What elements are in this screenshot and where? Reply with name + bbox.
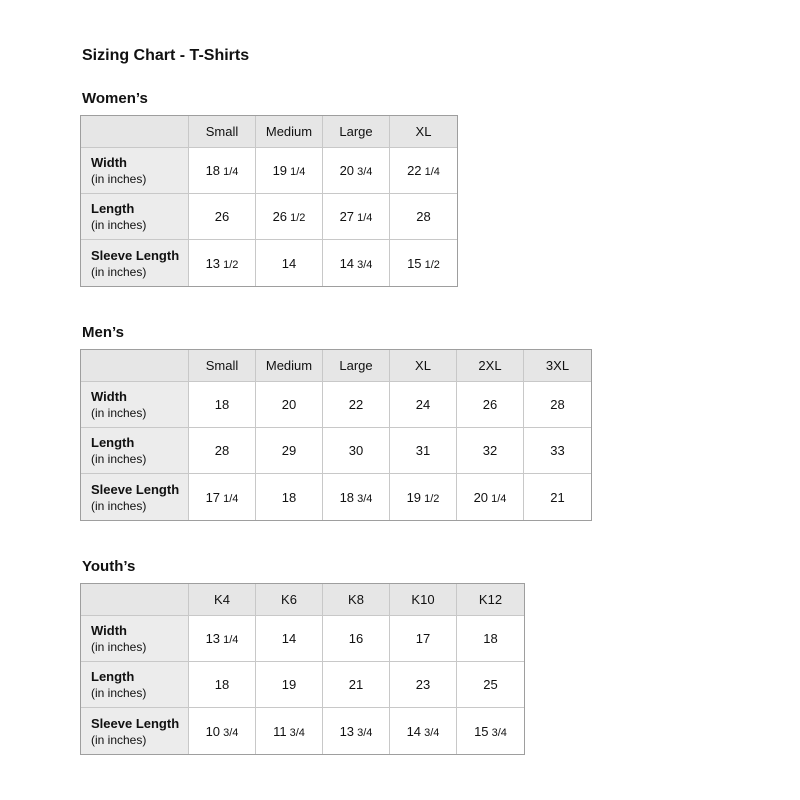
- fraction: 3/4: [354, 726, 373, 739]
- size-value-cell: 21: [323, 662, 390, 708]
- fraction: 1/4: [488, 492, 507, 505]
- row-label: [81, 616, 189, 662]
- size-value-cell: 24: [390, 382, 457, 428]
- row-label: [81, 194, 189, 240]
- row-label-name: Length: [91, 435, 135, 450]
- size-value-cell: 14 3/4: [390, 708, 457, 754]
- size-value-cell: 18: [457, 616, 524, 662]
- column-header: Large: [323, 116, 390, 148]
- size-value-cell: 23: [390, 662, 457, 708]
- size-value-cell: 29: [256, 428, 323, 474]
- header-row: [81, 350, 591, 382]
- size-table: [80, 583, 525, 755]
- column-header: 3XL: [524, 350, 591, 382]
- fraction: 3/4: [354, 258, 373, 271]
- corner-cell: [81, 350, 189, 382]
- size-value-cell: 33: [524, 428, 591, 474]
- row-label-name: Sleeve Length: [91, 715, 180, 731]
- size-section: [80, 90, 800, 287]
- fraction: 1/2: [421, 492, 440, 505]
- fraction: 3/4: [421, 726, 440, 739]
- column-header: K8: [323, 584, 390, 616]
- row-label: [81, 240, 189, 286]
- table-row: [81, 616, 524, 662]
- size-table: [80, 115, 458, 287]
- fraction: 1/2: [287, 212, 306, 224]
- fraction: 1/4: [220, 492, 239, 505]
- size-value-cell: 13 1/4: [189, 616, 256, 662]
- fraction: 1/4: [354, 212, 373, 224]
- size-value-cell: 31: [390, 428, 457, 474]
- column-header: K6: [256, 584, 323, 616]
- size-value-cell: 28: [390, 194, 457, 240]
- size-value-cell: 17: [390, 616, 457, 662]
- size-value-cell: 19: [256, 662, 323, 708]
- size-value-cell: 16: [323, 616, 390, 662]
- size-value-cell: 25: [457, 662, 524, 708]
- size-value-cell: 15 1/2: [407, 255, 440, 271]
- row-label-unit: (in inches): [91, 264, 147, 279]
- column-header: XL: [390, 350, 457, 382]
- size-value-cell: 14: [256, 240, 323, 286]
- size-value-cell: 14: [256, 616, 323, 662]
- row-label-name: Sleeve Length: [91, 247, 180, 263]
- size-value-cell: 18: [256, 474, 323, 520]
- row-label: [81, 148, 189, 194]
- column-header: Medium: [256, 350, 323, 382]
- size-value-cell: 32: [457, 428, 524, 474]
- column-header: Small: [189, 350, 256, 382]
- row-label: [81, 428, 189, 474]
- table-row: [81, 474, 591, 520]
- size-value-cell: 19 1/2: [390, 474, 457, 520]
- table-row: [81, 708, 524, 754]
- row-label-name: Sleeve Length: [91, 481, 180, 497]
- row-label: [81, 708, 189, 754]
- row-label-unit: (in inches): [91, 640, 147, 654]
- row-label: [81, 662, 189, 708]
- table-row: [81, 662, 524, 708]
- size-value-cell: 18: [189, 382, 256, 428]
- row-label-unit: (in inches): [91, 172, 147, 186]
- fraction: 1/4: [421, 166, 440, 178]
- row-label-name: Length: [91, 201, 135, 216]
- fraction: 3/4: [354, 166, 373, 178]
- row-label: [81, 474, 189, 520]
- fraction: 1/4: [220, 634, 239, 646]
- table-row: [81, 194, 457, 240]
- section-title: Youth’s: [82, 558, 136, 575]
- column-header: Large: [323, 350, 390, 382]
- column-header: Small: [189, 116, 256, 148]
- size-table: [80, 349, 592, 521]
- fraction: 3/4: [354, 492, 373, 505]
- size-value-cell: 14 3/4: [323, 240, 390, 286]
- fraction: 3/4: [488, 726, 507, 739]
- size-value-cell: 20 1/4: [457, 474, 524, 520]
- sections-container: [80, 90, 800, 755]
- row-label-name: Width: [91, 623, 127, 638]
- fraction: 1/4: [220, 166, 239, 178]
- section-title: Men’s: [82, 324, 124, 341]
- size-value-cell: 22 1/4: [390, 148, 457, 194]
- size-value-cell: 20 3/4: [323, 148, 390, 194]
- size-value-cell: 18: [189, 662, 256, 708]
- fraction: 3/4: [220, 726, 239, 739]
- size-value-cell: 17 1/4: [189, 474, 256, 520]
- fraction: 3/4: [286, 726, 305, 739]
- column-header: K12: [457, 584, 524, 616]
- column-header: K4: [189, 584, 256, 616]
- row-label: [81, 382, 189, 428]
- size-value-cell: 22: [323, 382, 390, 428]
- header-row: [81, 584, 524, 616]
- table-row: [81, 382, 591, 428]
- column-header: K10: [390, 584, 457, 616]
- table-row: [81, 428, 591, 474]
- size-value-cell: 27 1/4: [323, 194, 390, 240]
- size-value-cell: 18 3/4: [323, 474, 390, 520]
- size-section: [80, 324, 800, 521]
- size-value-cell: 30: [323, 428, 390, 474]
- size-value-cell: 20: [256, 382, 323, 428]
- size-value-cell: 10 3/4: [189, 708, 256, 754]
- fraction: 1/2: [220, 258, 239, 271]
- size-value-cell: 26: [457, 382, 524, 428]
- size-value-cell: 26: [189, 194, 256, 240]
- row-label-unit: (in inches): [91, 406, 147, 420]
- row-label-unit: (in inches): [91, 498, 147, 513]
- corner-cell: [81, 116, 189, 148]
- size-value-cell: 13 3/4: [323, 708, 390, 754]
- fraction: 1/2: [421, 258, 440, 271]
- size-value-cell: 18 1/4: [189, 148, 256, 194]
- size-section: [80, 558, 800, 755]
- section-title: Women’s: [82, 90, 148, 107]
- size-value-cell: 21: [550, 489, 565, 505]
- header-row: [81, 116, 457, 148]
- row-label-unit: (in inches): [91, 218, 147, 232]
- size-value-cell: 11 3/4: [256, 708, 323, 754]
- fraction: 1/4: [287, 166, 306, 178]
- row-label-name: Width: [91, 389, 127, 404]
- row-label-name: Width: [91, 155, 127, 170]
- size-value-cell: 26 1/2: [256, 194, 323, 240]
- size-value-cell: 13 1/2: [189, 240, 256, 286]
- row-label-unit: (in inches): [91, 732, 147, 747]
- row-label-name: Length: [91, 669, 135, 684]
- column-header: XL: [390, 116, 457, 148]
- size-value-cell: 28: [524, 382, 591, 428]
- table-row: [81, 240, 457, 286]
- row-label-unit: (in inches): [91, 452, 147, 466]
- size-value-cell: 19 1/4: [256, 148, 323, 194]
- size-value-cell: 15 3/4: [474, 723, 507, 739]
- corner-cell: [81, 584, 189, 616]
- column-header: 2XL: [457, 350, 524, 382]
- row-label-unit: (in inches): [91, 686, 147, 700]
- table-row: [81, 148, 457, 194]
- size-value-cell: 28: [189, 428, 256, 474]
- page-title: Sizing Chart - T-Shirts: [82, 47, 250, 64]
- column-header: Medium: [256, 116, 323, 148]
